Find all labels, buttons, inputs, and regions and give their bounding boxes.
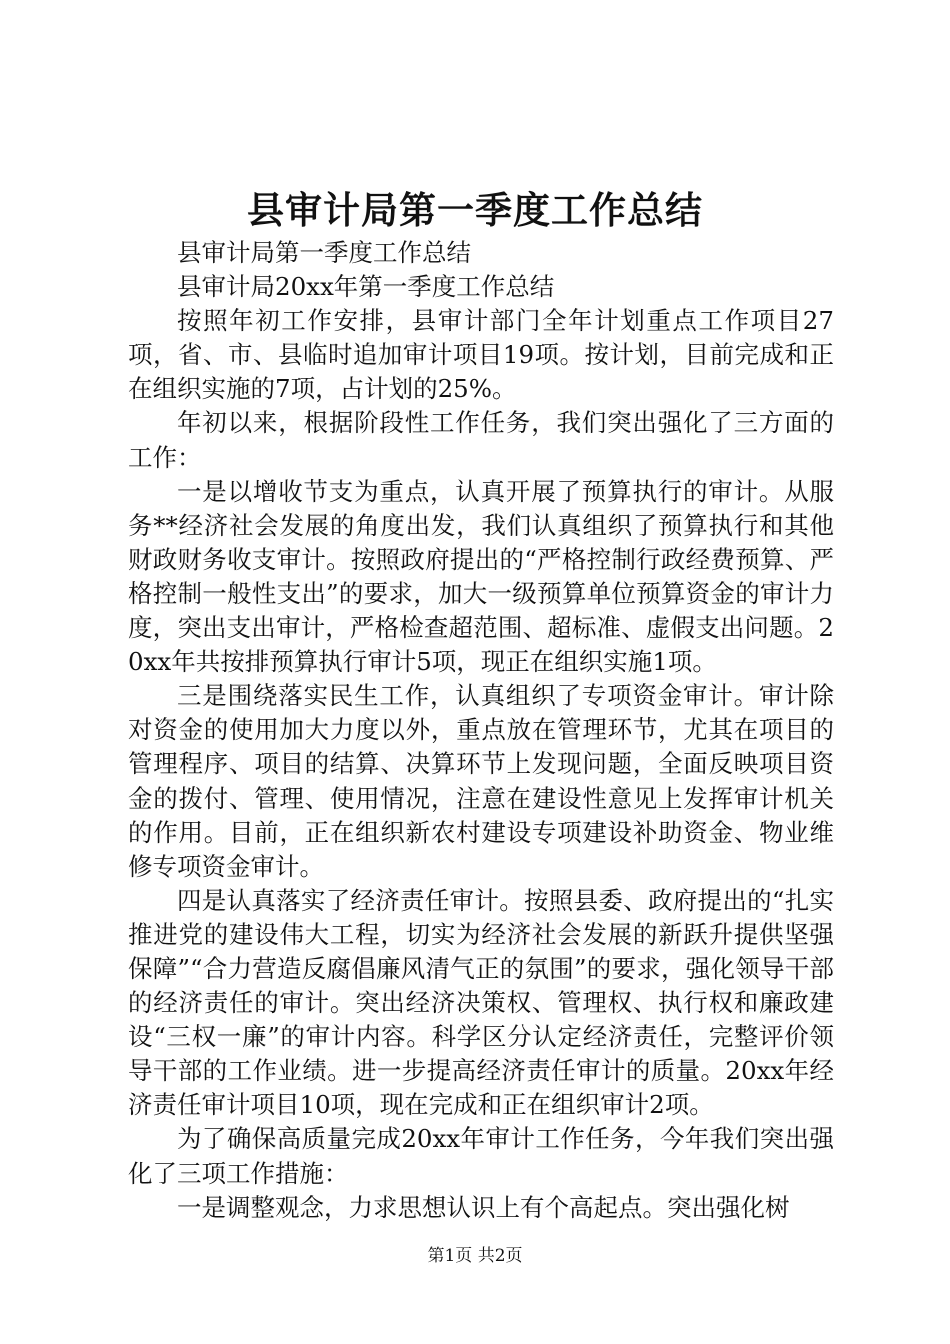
paragraph-work-measures: 为了确保高质量完成20xx年审计工作任务，今年我们突出强化了三项工作措施： [128,1124,834,1188]
document-title: 县审计局第一季度工作总结 [247,188,703,232]
paragraph-budget-audit: 一是以增收节支为重点，认真开展了预算执行的审计。从服务**经济社会发展的角度出发，我们认真组织了预算执行和其他财政财务收支审计。按照政府提出的“严格控制行政经费预算、严格控制一般性支出”的要求，加大一级预算单位预算资金的审计力度，突出支出审计，严格检查超范围、超标准、虚假支出问题。20xx年共按排预算执行审计5项，现正在组织实施1项。 [128,476,834,677]
page-number: 第1页 共2页 [427,1246,523,1266]
paragraph-subtitle-year: 县审计局20xx年第一季度工作总结 [177,272,555,302]
paragraph-special-fund-audit: 三是围绕落实民生工作，认真组织了专项资金审计。审计除对资金的使用加大力度以外，重点放在管理环节，尤其在项目的管理程序、项目的结算、决算环节上发现问题，全面反映项目资金的拨付、管理、使用情况，注意在建设性意见上发挥审计机关的作用。目前，正在组织新农村建设专项建设补助资金、物业维修专项资金审计。 [128,681,834,881]
document-body [128,236,834,1225]
paragraph-measure-one: 一是调整观念，力求思想认识上有个高起点。突出强化树 [177,1192,790,1222]
paragraph-plan-overview: 按照年初工作安排，县审计部门全年计划重点工作项目27项，省、市、县临时追加审计项目19项。按计划，目前完成和正在组织实施的7项，占计划的25%。 [128,306,834,404]
paragraph-economic-responsibility-audit: 四是认真落实了经济责任审计。按照县委、政府提出的“扎实推进党的建设伟大工程，切实为经济社会发展的新跃升提供坚强保障”“合力营造反腐倡廉风清气正的氛围”的要求，强化领导干部的经济责任的审计。突出经济决策权、管理权、执行权和廉政建设“三权一廉”的审计内容。科学区分认定经济责任，完整评价领导干部的工作业绩。进一步提高经济责任审计的质量。20xx年经济责任审计项目10项，现在完成和正在组织审计2项。 [128,885,834,1120]
paragraph-subtitle: 县审计局第一季度工作总结 [177,238,471,267]
paragraph-three-aspects: 年初以来，根据阶段性工作任务，我们突出强化了三方面的工作： [128,408,834,472]
